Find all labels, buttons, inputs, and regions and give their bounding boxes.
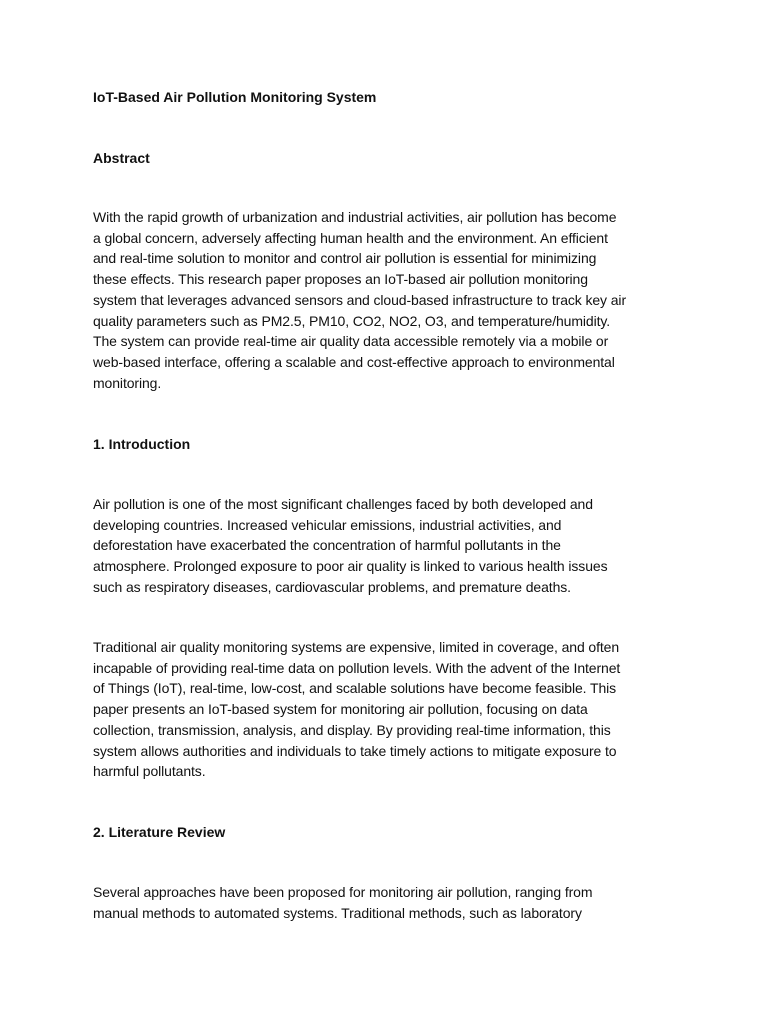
introduction-paragraph-1 <box>93 494 683 598</box>
text-line: system that leverages advanced sensors and cloud-based infrastructure to track key air <box>93 291 627 308</box>
text-line: paper presents an IoT-based system for monitoring air pollution, focusing on data <box>93 701 588 718</box>
abstract-heading: Abstract <box>93 150 150 166</box>
text-line: monitoring. <box>93 374 162 391</box>
text-line: such as respiratory diseases, cardiovascular problems, and premature deaths. <box>93 578 571 595</box>
literature-review-heading: 2. Literature Review <box>93 824 226 840</box>
text-line: Traditional air quality monitoring systems are expensive, limited in coverage, and often <box>93 639 620 655</box>
text-line: system allows authorities and individuals to take timely actions to mitigate exposure to <box>93 742 617 759</box>
text-line: manual methods to automated systems. Traditional methods, such as laboratory <box>93 904 582 921</box>
text-line: developing countries. Increased vehicular emissions, industrial activities, and <box>93 516 562 533</box>
introduction-heading: 1. Introduction <box>93 436 191 452</box>
text-line: collection, transmission, analysis, and display. By providing real-time information, this <box>93 721 611 738</box>
text-line: incapable of providing real-time data on pollution levels. With the advent of the Internet <box>93 659 621 676</box>
document-page <box>93 0 683 1024</box>
document-title: IoT-Based Air Pollution Monitoring System <box>93 89 377 105</box>
text-line: web-based interface, offering a scalable and cost-effective approach to environmental <box>93 353 615 370</box>
text-line: With the rapid growth of urbanization and industrial activities, air pollution has become <box>93 209 617 225</box>
text-line: quality parameters such as PM2.5, PM10, CO2, NO2, O3, and temperature/humidity. <box>93 312 611 329</box>
text-line: Several approaches have been proposed for monitoring air pollution, ranging from <box>93 884 593 900</box>
literature-review-paragraph <box>93 882 683 923</box>
introduction-paragraph-2 <box>93 637 683 782</box>
text-line: atmosphere. Prolonged exposure to poor air quality is linked to various health issues <box>93 558 608 575</box>
text-line: deforestation have exacerbated the concentration of harmful pollutants in the <box>93 537 561 554</box>
abstract-paragraph <box>93 207 683 393</box>
text-line: these effects. This research paper proposes an IoT-based air pollution monitoring <box>93 271 588 288</box>
text-line: a global concern, adversely affecting human health and the environment. An efficient <box>93 229 608 246</box>
text-line: and real-time solution to monitor and control air pollution is essential for minimizing <box>93 250 597 267</box>
text-line: Air pollution is one of the most significant challenges faced by both developed and <box>93 496 593 512</box>
text-line: of Things (IoT), real-time, low-cost, and scalable solutions have become feasible. This <box>93 680 617 697</box>
text-line: The system can provide real-time air quality data accessible remotely via a mobile or <box>93 333 609 350</box>
text-line: harmful pollutants. <box>93 763 206 780</box>
